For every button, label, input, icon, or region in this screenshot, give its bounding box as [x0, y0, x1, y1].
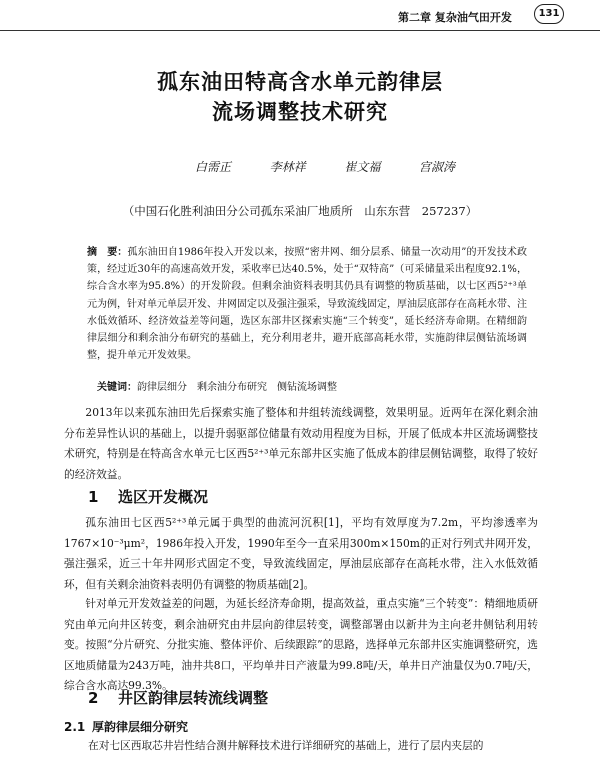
page-number: 131 [534, 4, 564, 24]
section-number: 2 [88, 689, 99, 707]
keywords-text: 韵律层细分 剩余油分布研究 侧钻流场调整 [137, 382, 337, 393]
author-name: 白需正 [195, 160, 232, 174]
abstract-label: 摘 要： [87, 247, 128, 258]
author-name: 崔文福 [344, 160, 381, 174]
section-number: 1 [88, 488, 99, 506]
keywords-label: 关键词： [97, 382, 137, 393]
keywords [97, 378, 527, 393]
section-heading [88, 687, 268, 708]
affiliation: （中国石化胜利油田分公司孤东采油厂地质所 山东东营 257237） [122, 204, 478, 218]
abstract [87, 244, 527, 364]
author-name: 李林祥 [269, 160, 306, 174]
subsection-heading [64, 718, 188, 735]
paper-title-line-1: 孤东油田特高含水单元韵律层 [157, 70, 443, 94]
running-header [0, 0, 600, 31]
subsection-title: 厚韵律层细分研究 [92, 720, 189, 734]
section-title: 选区开发概况 [118, 488, 209, 506]
section-heading [88, 486, 208, 507]
section-title: 井区韵律层转流线调整 [118, 689, 269, 707]
abstract-text: 孤东油田自1986年投入开发以来，按照“密井网、细分层系、储量一次动用”的开发技术政策，经过近30年的高速高效开发，采收率已达40.5%，处于“双特高”（可采储量采出程度92.1%，综合含水率为95.8%）的开发阶段。但剩余油资料表明其仍具有调整的物质基础，以七区西5²⁺³单元为例，针对单元单层开发、井网固定以及强注强采，导致流线固定，厚油层底部存在高耗水带、注水低效循环、经济效益差等问题，选区东部井区探索实施“三个转变”，延长经济寿命期。在精细韵律层细分和剩余油分布研究的基础上，充分利用老井，避开底部高耗水带，实施韵律层侧钻流场调整，提升单元开发效果。 [87, 247, 527, 362]
section-2-paragraph-1: 在对七区西取芯井岩性结合测井解释技术进行详细研究的基础上，进行了层内夹层的 [88, 739, 484, 752]
section-1-paragraph-2: 针对单元开发效益差的问题，为延长经济寿命期，提高效益，重点实施“三个转变”：精细地质研究由单元向井区转变，剩余油研究由井层向韵律层转变，调整部署由以新井为主向老井侧钻利用转变。按照“分片研究、分批实施、整体评价、后续跟踪”的思路，选择单元东部井区实施调整研究，选区地质储量为243万吨，油井共8口，平均单井日产液量为99.8吨/天，单井日产油量仅为0.7吨/天，综合含水高达99.3%。 [64, 597, 538, 692]
author-name: 宫淑涛 [418, 160, 455, 174]
intro-paragraph: 2013年以来孤东油田先后探索实施了整体和井组转流线调整，效果明显。近两年在深化剩余油分布差异性认识的基础上，以提升弱驱部位储量有效动用程度为目标，开展了低成本井区流场调整技术研究，特别是在特高含水单元七区西5²⁺³单元东部井区实施了低成本韵律层侧钻调整，取得了较好的经济效益。 [64, 406, 538, 481]
running-title: 第二章 复杂油气田开发 [398, 11, 512, 24]
paper-title-line-2: 流场调整技术研究 [212, 100, 388, 124]
subsection-number: 2.1 [64, 720, 86, 734]
author-list [195, 158, 455, 175]
section-1-paragraph-1: 孤东油田七区西5²⁺³单元属于典型的曲流河沉积[1]，平均有效厚度为7.2m，平均渗透率为1767×10⁻³μm²，1986年投入开发，1990年至今一直采用300m×150m的正对行列式井网开发，强注强采，近三十年井网形式固定不变，导致流线固定，厚油层底部存在高耗水带，注入水低效循环，但有关剩余油资料表明仍有调整的物质基础[2]。 [64, 516, 538, 591]
